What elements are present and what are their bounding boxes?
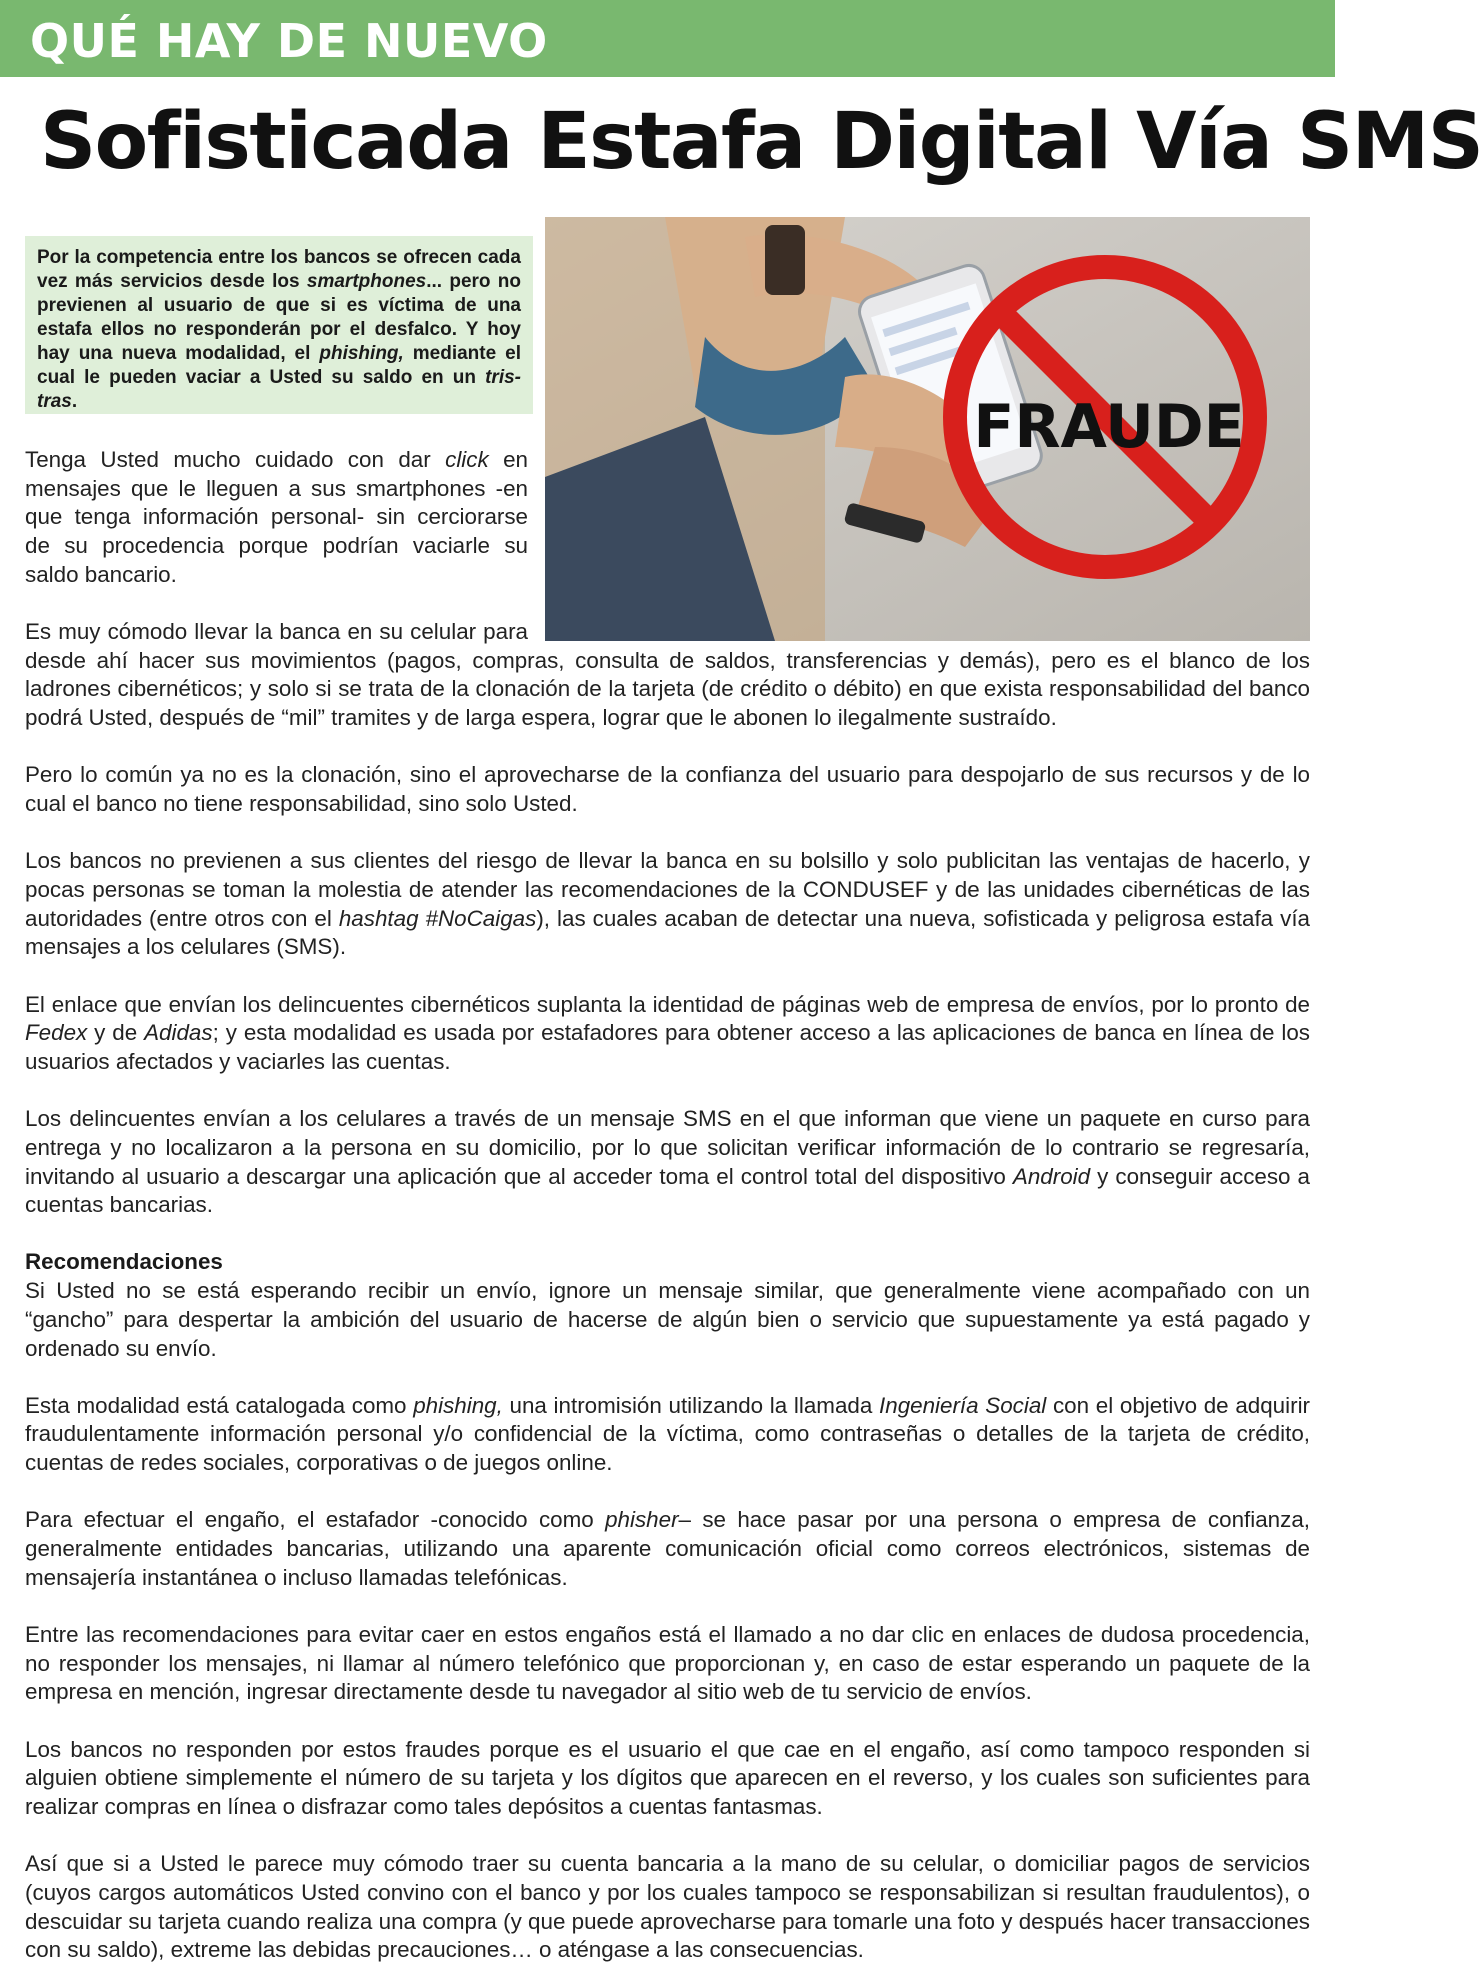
lead-text: Por la competencia entre los bancos se ofrecen cada vez más servicios desde los smartphones... pero no previenen al usuario de que si es víctima de una estafa ellos no responderán por el desfalco. Y hoy hay una nueva modalidad, el phishing, mediante el cual le pueden vaciar a Usted su saldo en un tris-tras. (37, 247, 522, 412)
section-header-bar (0, 0, 1335, 77)
article-body (25, 446, 1310, 1965)
paragraph-4: Los bancos no previenen a sus clientes del riesgo de llevar la banca en su bolsillo y solo publicitan las ventajas de hacerlo, y pocas personas se toman la molestia de atender las recomendaciones de la CONDUSEF y de las unidades cibernéticas de las autoridades (entre otros con el hashtag #NoCaigas), las cuales acaban de detectar una nueva, sofisticada y peligrosa estafa vía mensajes a los celulares (SMS). (25, 848, 1310, 960)
paragraph-6: Los delincuentes envían a los celulares a través de un mensaje SMS en el que informan que viene un paquete en curso para entrega y no localizaron a la persona en su domicilio, por lo que solicitan verificar información de lo contrario se regresaría, invitando al usuario a descargar una aplicación que al acceder toma el control total del dispositivo Android y conseguir acceso a cuentas bancarias. (25, 1106, 1311, 1218)
paragraph-1: Tenga Usted mucho cuidado con dar click en mensajes que le lleguen a sus smartphones -en que tenga información personal- sin cerciorarse de su procedencia porque podrían vaciarle su saldo bancario. (25, 447, 528, 587)
paragraph-12: Así que si a Usted le parece muy cómodo traer su cuenta bancaria a la mano de su celular, o domiciliar pagos de servicios (cuyos cargos automáticos Usted convino con el banco y por los cuales tampoco se responsabilizan si resultan fraudulentos), o descuidar su tarjeta cuando realiza una compra (y que puede aprovecharse para tomarle una foto y después hacer transacciones con su saldo), extreme las debidas precauciones… o aténgase a las consecuencias. (25, 1851, 1310, 1963)
recommendations-paragraph: Recomendaciones Si Usted no se está esperando recibir un envío, ignore un mensaje similar, que generalmente viene acompañado con un “gancho” para despertar la ambición del usuario de hacerse de algún bien o servicio que supuestamente ya está pagado y ordenado su envío. (25, 1249, 1310, 1361)
paragraph-11: Los bancos no responden por estos fraudes porque es el usuario el que cae en el engaño, así como tampoco responden si alguien obtiene simplemente el número de su tarjeta y los dígitos que aparecen en el reverso, y los cuales son suficientes para realizar compras en línea o disfrazar como tales depósitos a cuentas fantasmas. (25, 1736, 1310, 1820)
paragraph-2: Es muy cómodo llevar la banca en su celular para desde ahí hacer sus movimientos (pagos, compras, consulta de saldos, transferencias y demás), pero es el blanco de los ladrones cibernéticos; y solo si se trata de la clonación de la tarjeta (de crédito o débito) en que exista responsabilidad del banco podrá Usted, después de “mil” tramites y de larga espera, lograr que le abonen lo ilegalmente sustraído. (25, 619, 1310, 731)
image-float-spacer (528, 446, 1310, 643)
paragraph-3: Pero lo común ya no es la clonación, sino el aprovecharse de la confianza del usuario para despojarlo de sus recursos y de lo cual el banco no tiene responsabilidad, sino solo Usted. (25, 762, 1310, 817)
article-headline: Sofisticada Estafa Digital Vía SMS (40, 97, 1482, 187)
fraud-sign-text: FRAUDE (973, 392, 1245, 462)
lead-summary-box (25, 236, 533, 414)
recommendations-heading: Recomendaciones (25, 1249, 223, 1275)
paragraph-8: Esta modalidad está catalogada como phishing, una intromisión utilizando la llamada Ingeniería Social con el objetivo de adquirir fraudulentamente información personal y/o confidencial de la víctima, como contraseñas o detalles de la tarjeta de crédito, cuentas de redes sociales, corporativas o de juegos online. (25, 1392, 1310, 1476)
paragraph-5: El enlace que envían los delincuentes cibernéticos suplanta la identidad de páginas web de empresa de envíos, por lo pronto de Fedex y de Adidas; y esta modalidad es usada por estafadores para obtener acceso a las aplicaciones de banca en línea de los usuarios afectados y vaciarles las cuentas. (25, 991, 1310, 1074)
paragraph-9: Para efectuar el engaño, el estafador -conocido como phisher– se hace pasar por una persona o empresa de confianza, generalmente entidades bancarias, utilizando una aparente comunicación oficial como correos electrónicos, sistemas de mensajería instantánea o incluso llamadas telefónicas. (25, 1507, 1311, 1590)
section-label: QUÉ HAY DE NUEVO (30, 14, 548, 68)
paragraph-10: Entre las recomendaciones para evitar caer en estos engaños está el llamado a no dar clic en enlaces de dudosa procedencia, no responder los mensajes, ni llamar al número telefónico que proporcionan y, en caso de estar esperando un paquete de la empresa en mención, ingresar directamente desde tu navegador al sitio web de tu servicio de envíos. (25, 1622, 1310, 1705)
